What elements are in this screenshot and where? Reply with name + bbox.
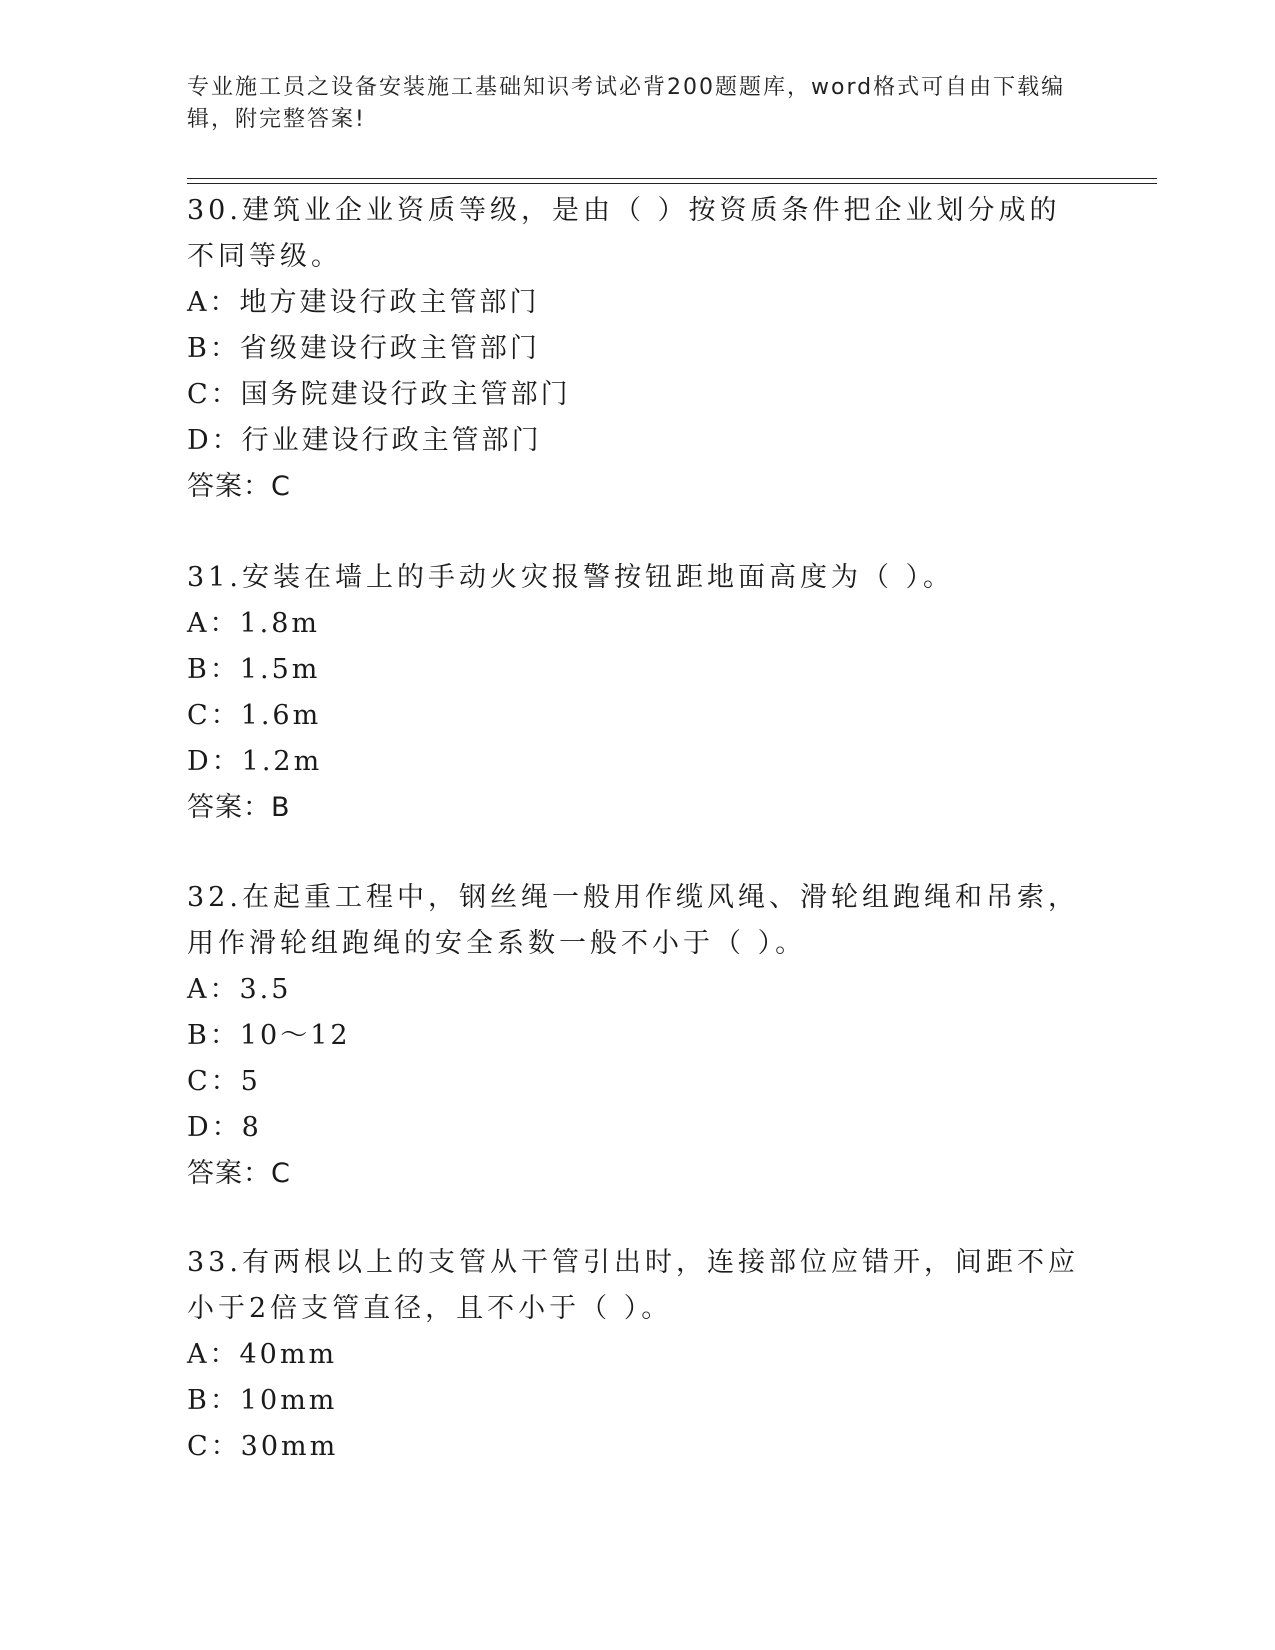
question-stem: 32.在起重工程中，钢丝绳一般用作缆风绳、滑轮组跑绳和吊索，用作滑轮组跑绳的安全系数一般不小于（ ）。	[187, 882, 1079, 959]
option-c: C：30mm	[187, 1431, 339, 1462]
option-b: B：10mm	[187, 1385, 338, 1416]
question-33	[187, 1240, 1087, 1470]
question-30	[187, 188, 1087, 510]
option-b: B：省级建设行政主管部门	[187, 333, 540, 364]
question-stem: 33.有两根以上的支管从干管引出时，连接部位应错开，间距不应小于2倍支管直径，且不小于（ ）。	[187, 1247, 1079, 1324]
header-rule-top	[187, 178, 1157, 179]
option-a: A：3.5	[187, 974, 292, 1005]
option-a: A：地方建设行政主管部门	[187, 287, 540, 318]
header-rule-bottom	[187, 183, 1157, 184]
option-d: D：8	[187, 1112, 262, 1143]
question-stem: 31.安装在墙上的手动火灾报警按钮距地面高度为（ ）。	[187, 562, 955, 593]
answer: 答案：B	[187, 792, 291, 823]
document-header: 专业施工员之设备安装施工基础知识考试必背200题题库，word格式可自由下载编辑，附完整答案!	[187, 75, 1066, 132]
option-d: D：1.2m	[187, 746, 323, 777]
answer: 答案：C	[187, 1158, 291, 1189]
option-d: D：行业建设行政主管部门	[187, 425, 542, 456]
option-b: B：10～12	[187, 1020, 351, 1051]
answer: 答案：C	[187, 471, 291, 502]
option-a: A：40mm	[187, 1339, 338, 1370]
question-stem: 30.建筑业企业资质等级，是由（ ）按资质条件把企业划分成的不同等级。	[187, 195, 1061, 272]
option-a: A：1.8m	[187, 608, 321, 639]
question-31	[187, 555, 1087, 831]
option-c: C：1.6m	[187, 700, 322, 731]
option-c: C：国务院建设行政主管部门	[187, 379, 571, 410]
option-b: B：1.5m	[187, 654, 321, 685]
option-c: C：5	[187, 1066, 261, 1097]
question-32	[187, 875, 1087, 1197]
